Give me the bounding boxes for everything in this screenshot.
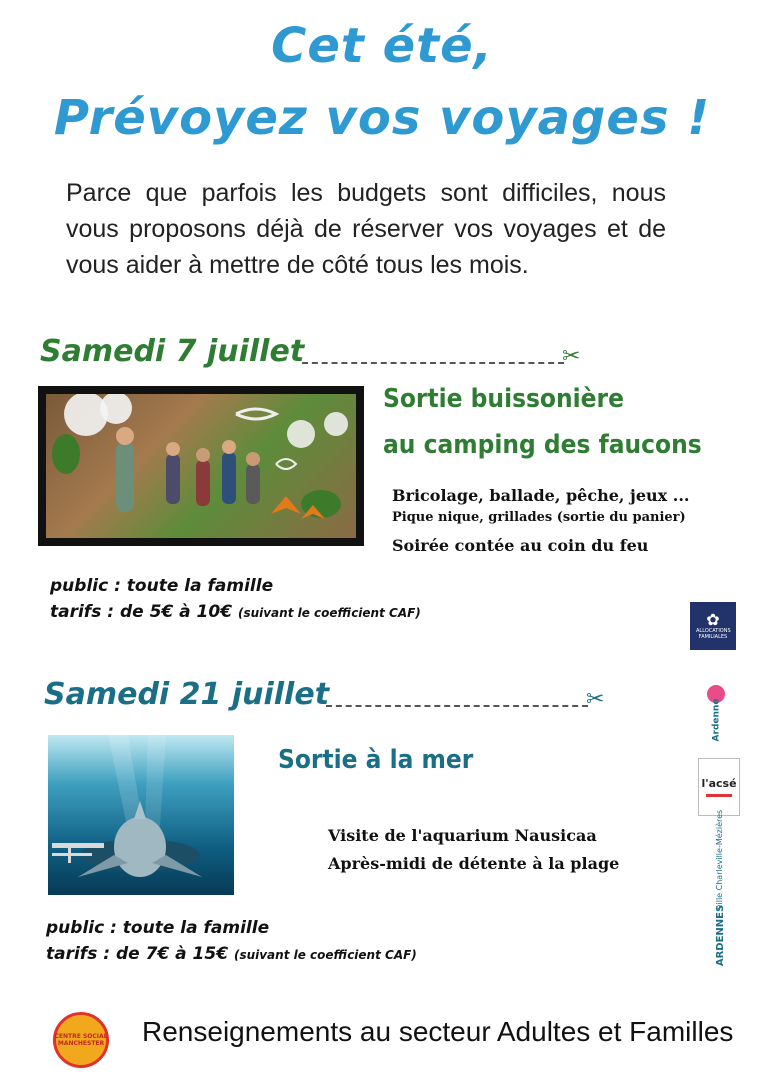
centre-social-logo-line1: CENTRE SOCIAL <box>54 1033 108 1040</box>
shark-aquarium-image <box>48 735 234 895</box>
ardenne-logo <box>694 672 738 742</box>
event1-date: Samedi 7 juillet <box>40 334 305 369</box>
event2-detail-1: Visite de l'aquarium Nausicaa <box>328 826 597 845</box>
event2-photo <box>48 735 234 895</box>
event1-photo <box>38 386 364 546</box>
scissors-icon-2: ✂ <box>586 687 605 712</box>
event1-detail-2: Pique nique, grillades (sortie du panier) <box>392 510 686 525</box>
event2-tarifs-amount: tarifs : de 7€ à 15€ <box>46 944 229 964</box>
caf-flower-icon: ✿ <box>706 610 720 629</box>
event2-public: public : toute la famille <box>46 918 270 938</box>
event1-title-line-2: au camping des faucons <box>383 430 702 460</box>
caf-logo-text: ALLOCATIONS FAMILIALES <box>696 628 731 640</box>
headline-line-1: Cet été, <box>271 18 493 74</box>
charleville-logo-text: ville Charleville-Mézières <box>715 809 725 909</box>
scissors-icon: ✂ <box>562 344 581 369</box>
event1-title-line-1: Sortie buissonière <box>383 384 624 414</box>
event2-date: Samedi 21 juillet <box>44 677 330 712</box>
ardennes-logo-text: ARDENNES <box>715 904 727 966</box>
intro-paragraph: Parce que parfois les budgets sont difficiles, nous vous proposons déjà de réserver vos voyages et de vous aider à mettre de côté tous les mois. <box>66 179 666 279</box>
event2-detail-2: Après-midi de détente à la plage <box>328 854 620 873</box>
event1-detail-1: Bricolage, ballade, pêche, jeux ... <box>392 486 690 505</box>
event1-detail-3: Soirée contée au coin du feu <box>392 536 649 555</box>
camping-collage-image <box>46 394 356 538</box>
event2-tarifs-note: (suivant le coefficient CAF) <box>233 948 417 962</box>
event1-dashed-line <box>302 362 564 364</box>
ardennes-logo <box>702 905 740 965</box>
footer-text: Renseignements au secteur Adultes et Familles <box>142 1016 734 1047</box>
acse-logo <box>698 758 740 816</box>
event1-tarifs-note: (suivant le coefficient CAF) <box>237 606 421 620</box>
event2-title: Sortie à la mer <box>278 745 474 775</box>
ardenne-logo-text: Ardenne <box>711 698 721 742</box>
acse-logo-text: l'acsé <box>701 777 737 790</box>
charleville-logo <box>700 809 740 909</box>
headline-line-2: Prévoyez vos voyages ! <box>53 90 711 146</box>
acse-logo-bar <box>706 794 732 797</box>
event1-tarifs <box>50 602 421 622</box>
caf-logo <box>690 602 736 650</box>
centre-social-logo-line2: MANCHESTER <box>57 1040 105 1047</box>
event2-tarifs <box>46 944 417 964</box>
event2-dashed-line <box>326 705 588 707</box>
centre-social-logo-badge <box>53 1012 109 1068</box>
centre-social-logo <box>42 1012 120 1068</box>
event1-tarifs-amount: tarifs : de 5€ à 10€ <box>50 602 233 622</box>
event1-public: public : toute la famille <box>50 576 274 596</box>
